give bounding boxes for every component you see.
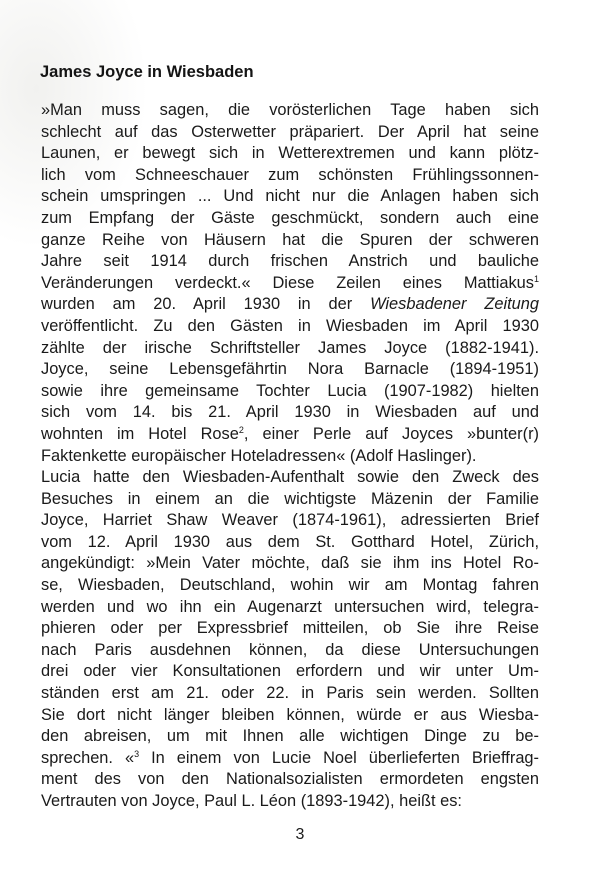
text-segment: ment des von den Nationalsozialisten ermordeten engsten [41,770,539,789]
text-line [41,424,539,446]
text-line [41,618,539,640]
text-line [41,402,539,424]
text-line-content [41,165,539,187]
text-line-content [41,208,539,230]
text-segment: Veränderungen verdeckt.« Diese Zeilen eines Mattiakus [41,273,534,292]
text-line [41,575,539,597]
text-line-content [41,553,539,575]
text-line [41,316,539,338]
text-line [41,446,539,468]
text-segment: Faktenkette europäischer Hoteladressen« (Adolf Haslinger). [41,446,477,465]
text-line-content [41,791,539,813]
text-line-content [41,424,539,446]
footnote-marker: 1 [533,273,539,284]
text-line-content [41,705,539,727]
text-segment: , einer Perle auf Joyces »bunter(r) [243,424,540,443]
text-line [41,683,539,705]
text-segment: nach Paris ausdehnen können, da diese Untersuchungen [41,640,539,659]
text-segment: Lucia hatte den Wiesbaden-Aufenthalt sowie den Zweck des [41,468,539,487]
text-segment: Sie dort nicht länger bleiben können, würde er aus Wiesba- [41,705,539,724]
text-line-content [41,467,539,489]
text-line [41,748,539,770]
text-segment: angekündigt: »Mein Vater möchte, daß sie ihm ins Hotel Ro- [41,554,539,573]
text-segment: zählte der irische Schriftsteller James Joyce (1882-1941). [41,338,539,357]
footnote-marker: 3 [134,748,140,759]
text-line-content [41,769,539,791]
body-paragraph [41,100,539,813]
text-segment: zum Empfang der Gäste geschmückt, sondern auch eine [41,208,539,227]
text-line [41,338,539,360]
text-segment: wohnten im Hotel Rose [41,424,239,443]
text-segment: lich vom Schneeschauer zum schönsten Frühlingssonnen- [41,165,539,184]
text-line [41,294,539,316]
text-line-content [41,597,539,619]
text-line-content [41,446,539,468]
text-line-content [41,186,539,208]
text-line-content [41,359,539,381]
text-line-content [41,230,539,252]
text-line [41,467,539,489]
text-segment: den abreisen, um mit Ihnen alle wichtigen Dinge zu be- [41,727,539,746]
text-segment: vom 12. April 1930 aus dem St. Gotthard Hotel, Zürich, [41,532,539,551]
text-segment: Vertrauten von Joyce, Paul L. Léon (1893-1942), heißt es: [41,792,462,810]
text-segment: veröffentlicht. Zu den Gästen in Wiesbaden im April 1930 [41,316,539,335]
text-line [41,661,539,683]
footnote-marker: 2 [238,424,244,435]
text-line-content [41,618,539,640]
chapter-heading: James Joyce in Wiesbaden [40,63,254,81]
text-line [41,769,539,791]
text-segment: In einem von Lucie Noel überlieferten Brieffrag- [139,748,540,767]
text-line-content [41,532,539,554]
text-line [41,143,539,165]
text-line [41,100,539,122]
text-line-content [41,316,539,338]
text-line [41,553,539,575]
text-line-content [41,381,539,403]
text-segment: Jahre seit 1914 durch frischen Anstrich und bauliche [41,252,539,271]
text-line-content [41,338,539,360]
text-line [41,273,539,295]
text-segment: Joyce, Harriet Shaw Weaver (1874-1961), adressierten Brief [41,511,539,530]
text-line [41,381,539,403]
text-segment: ganze Reihe von Häusern hat die Spuren der schweren [41,230,539,249]
text-line [41,186,539,208]
text-segment: phieren oder per Expressbrief mitteilen, ob Sie ihre Reise [41,619,539,638]
text-line [41,510,539,532]
text-line-content [41,726,539,748]
text-line-content [41,640,539,662]
text-line [41,251,539,273]
text-line-content [41,683,539,705]
text-line [41,208,539,230]
text-segment: drei oder vier Konsultationen erfordern und wir unter Um- [41,662,539,681]
text-line [41,359,539,381]
text-line-content [41,251,539,273]
text-line-content [41,122,539,144]
text-line [41,597,539,619]
text-line [41,489,539,511]
text-line-content [41,402,539,424]
text-line-content [41,273,539,295]
text-line [41,705,539,727]
text-segment: sprechen. « [41,748,135,767]
text-line-content [41,143,539,165]
text-line [41,122,539,144]
italic-title: Wiesbadener Zeitung [370,295,540,314]
text-line [41,165,539,187]
text-segment: schein umspringen ... Und nicht nur die Anlagen haben sich [41,187,539,206]
text-line [41,726,539,748]
text-line-content [41,489,539,511]
text-segment: wurden am 20. April 1930 in der [41,295,371,314]
text-segment: Launen, er bewegt sich in Wetterextremen und kann plötz- [41,144,539,163]
text-line [41,532,539,554]
text-segment: sowie ihre gemeinsame Tochter Lucia (1907-1982) hielten [41,381,539,400]
text-line-content [41,510,539,532]
text-line-content [41,748,539,770]
page-number: 3 [295,826,305,843]
text-line-content [41,575,539,597]
text-segment: werden und wo ihn ein Augenarzt untersuchen wird, telegra- [41,597,539,616]
text-segment: ständen erst am 21. oder 22. in Paris sein werden. Sollten [41,684,539,703]
text-line [41,230,539,252]
text-line-content [41,100,539,122]
text-segment: schlecht auf das Osterwetter präpariert. Der April hat seine [41,122,539,141]
text-segment: »Man muss sagen, die vorösterlichen Tage haben sich [41,101,539,119]
text-segment: se, Wiesbaden, Deutschland, wohin wir am Montag fahren [41,576,539,595]
text-segment: Besuches in einem an die wichtigste Mäzenin der Familie [41,489,539,508]
text-line [41,640,539,662]
text-line [41,791,539,813]
text-line-content [41,294,539,316]
text-segment: Joyce, seine Lebensgefährtin Nora Barnacle (1894-1951) [41,360,539,379]
text-segment: sich vom 14. bis 21. April 1930 in Wiesbaden auf und [41,403,539,422]
text-line-content [41,661,539,683]
